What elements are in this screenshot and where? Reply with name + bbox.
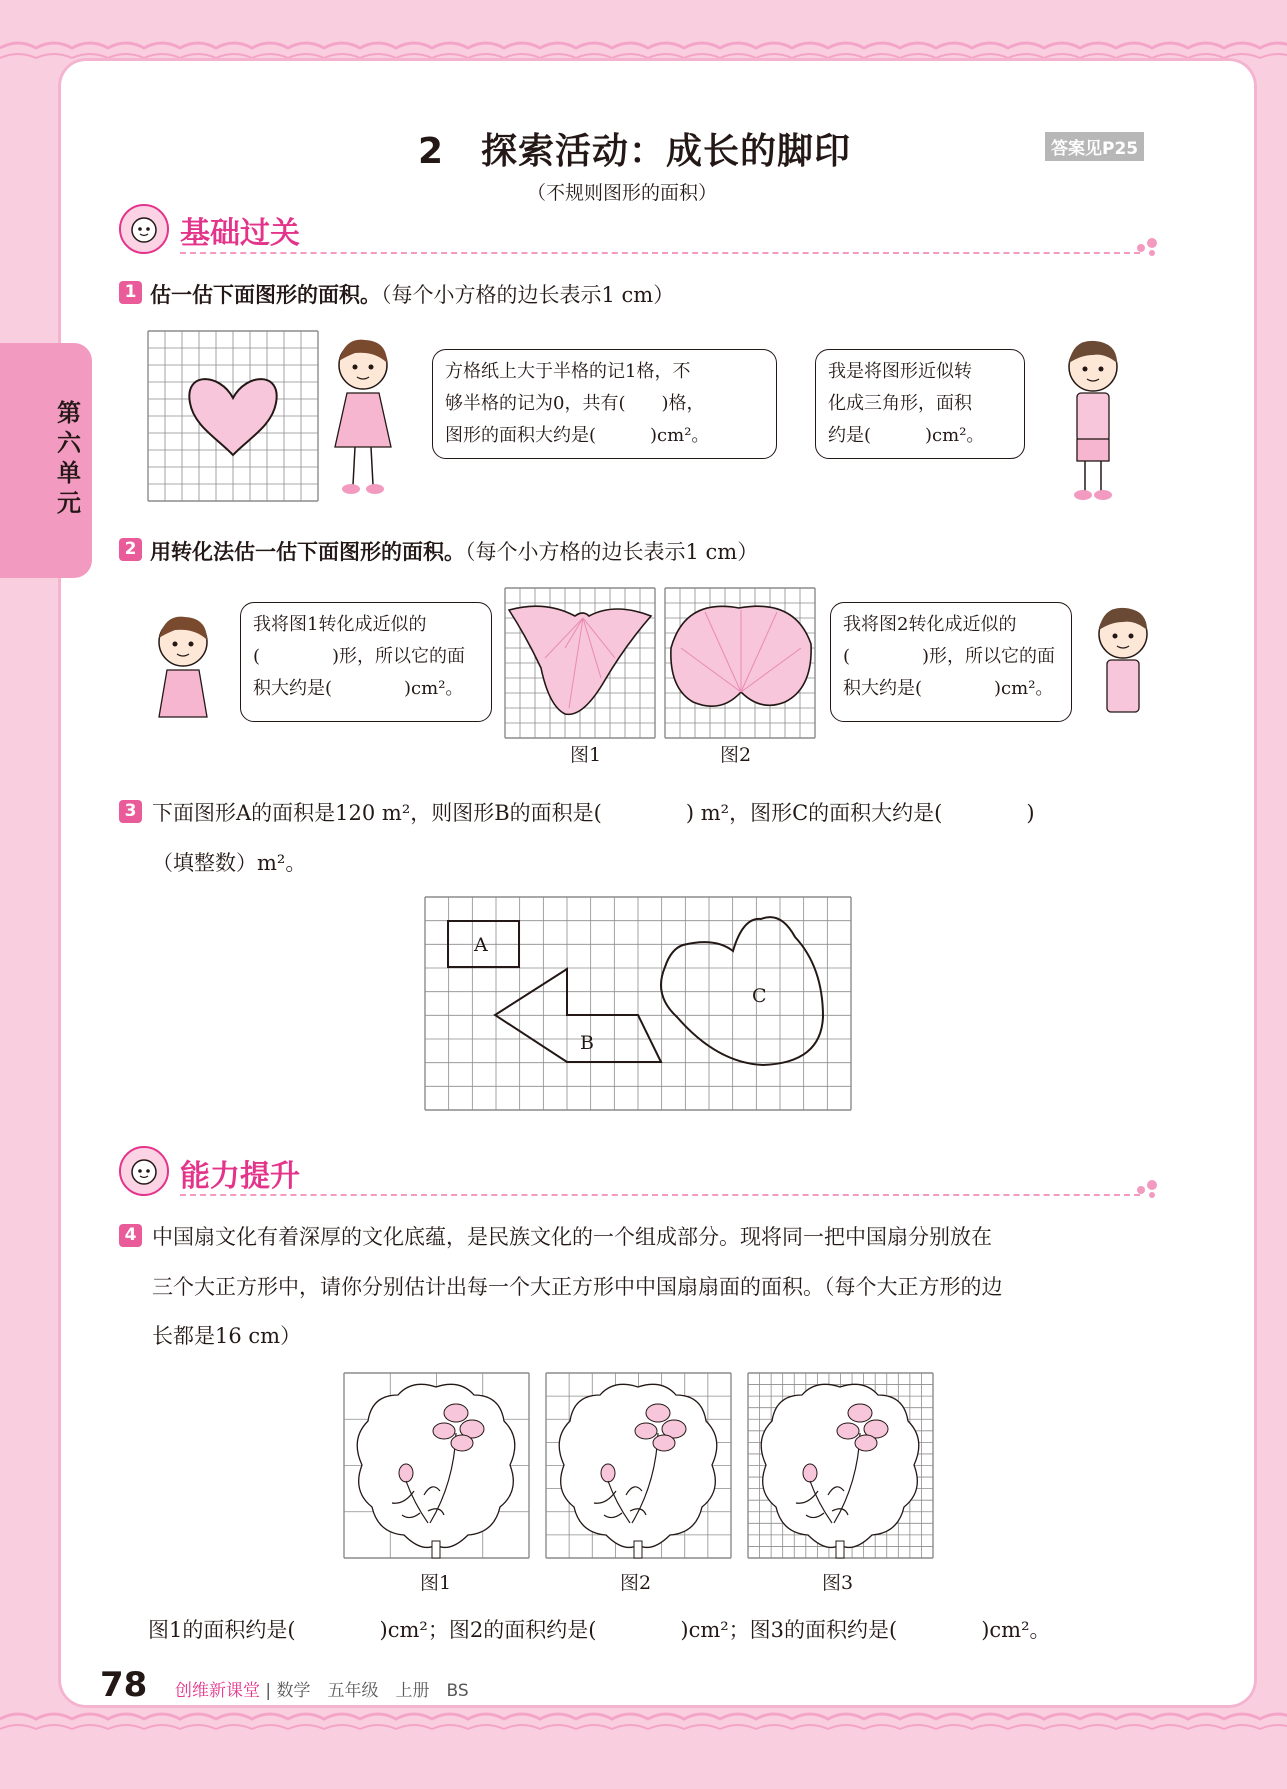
q2-figure-2-caption: 图2 [720, 744, 752, 766]
question-2-note: （每个小方格的边长表示1 cm） [465, 540, 759, 564]
question-1-text [150, 279, 674, 309]
section-basic-heading: 基础过关 [180, 216, 300, 251]
q1-girl-speech-bubble [432, 349, 777, 459]
q1-girl-bubble-line: 图形的面积大约是( )cm²。 [445, 425, 710, 446]
question-2-heading: 用转化法估一估下面图形的面积。 [150, 540, 465, 564]
q1-girl-bubble-line: 方格纸上大于半格的记1格，不 [445, 361, 691, 382]
footer-brand: 创维新课堂 [175, 1681, 260, 1701]
question-4-line-1: 中国扇文化有着深厚的文化底蕴，是民族文化的一个组成部分。现将同一把中国扇分别放在 [152, 1225, 992, 1249]
q3-shapes-grid [425, 897, 851, 1110]
q2-boy-bubble-line: 积大约是( )cm²。 [843, 678, 1054, 699]
bottom-wave-border [0, 1705, 1287, 1745]
question-4-number: 4 [119, 1224, 142, 1247]
unit-tab-label: 第六单元 [57, 399, 81, 517]
girl-character-illustration [325, 335, 405, 500]
boy-character-illustration [1055, 335, 1135, 505]
lesson-subtitle: （不规则图形的面积） [527, 182, 718, 204]
q4-figure-3-caption: 图3 [822, 1572, 854, 1594]
lesson-title: 2 探索活动：成长的脚印 [418, 131, 852, 172]
q2-girl-bubble-line: 积大约是( )cm²。 [253, 678, 464, 699]
divider-dots-icon [1135, 1178, 1165, 1198]
q4-figure-2-caption: 图2 [620, 1572, 652, 1594]
q4-fan-figure-1 [344, 1373, 529, 1558]
shape-a-label: A [474, 934, 488, 956]
q2-girl-bubble-line: 我将图1转化成近似的 [253, 614, 427, 635]
q2-girl-bubble-line: ( )形，所以它的面 [253, 646, 466, 667]
q1-girl-bubble-line: 够半格的记为0，共有( )格， [445, 393, 705, 414]
q2-figure-1-caption: 图1 [570, 744, 602, 766]
q2-girl-speech-bubble [240, 602, 492, 722]
q1-boy-bubble-line: 化成三角形，面积 [828, 393, 972, 414]
mascot-avatar-icon [118, 1145, 170, 1197]
q1-heart-grid [148, 331, 318, 501]
question-4-line-2: 三个大正方形中，请你分别估计出每一个大正方形中中国扇扇面的面积。（每个大正方形的边 [152, 1275, 1003, 1299]
q2-figure-2-leaf-grid [665, 588, 815, 738]
section-divider [180, 1194, 1140, 1196]
question-1-note: （每个小方格的边长表示1 cm） [381, 283, 675, 307]
answer-reference-badge: 答案见P25 [1045, 132, 1144, 161]
q2-figure-1-leaf-grid [505, 588, 655, 738]
mascot-avatar-icon [118, 203, 170, 255]
girl-character-small-illustration [145, 612, 225, 722]
section-advanced-heading: 能力提升 [180, 1159, 300, 1194]
question-4-answer-line: 图1的面积约是( )cm²；图2的面积约是( )cm²；图3的面积约是( )cm²。 [148, 1618, 1051, 1642]
q2-boy-speech-bubble [830, 602, 1072, 722]
boy-character-small-illustration [1085, 602, 1165, 722]
footer-book-info: | 数学 五年级 上册 BS [265, 1681, 469, 1701]
question-3-line-2: （填整数）m²。 [152, 851, 307, 875]
q2-boy-bubble-line: 我将图2转化成近似的 [843, 614, 1017, 635]
q4-figure-1-caption: 图1 [420, 1572, 452, 1594]
q4-fan-figure-3 [748, 1373, 933, 1558]
q2-boy-bubble-line: ( )形，所以它的面 [843, 646, 1056, 667]
shape-c-label: C [752, 985, 767, 1007]
shape-b-label: B [580, 1032, 594, 1054]
q4-fan-figure-2 [546, 1373, 731, 1558]
q1-boy-speech-bubble [815, 349, 1025, 459]
question-1-number: 1 [119, 281, 142, 304]
q1-boy-bubble-line: 约是( )cm²。 [828, 425, 985, 446]
question-3-line-1: 下面图形A的面积是120 m²，则图形B的面积是( ) m²，图形C的面积大约是( ) [152, 801, 1035, 825]
question-3-number: 3 [119, 800, 142, 823]
question-1-heading: 估一估下面图形的面积。 [150, 283, 381, 307]
page-number: 78 [100, 1665, 148, 1705]
footer-series [175, 1676, 469, 1701]
q1-boy-bubble-line: 我是将图形近似转 [828, 361, 972, 382]
divider-dots-icon [1135, 236, 1165, 256]
question-2-text [150, 536, 758, 566]
section-divider [180, 252, 1140, 254]
question-4-line-3: 长都是16 cm） [152, 1324, 302, 1348]
question-2-number: 2 [119, 538, 142, 561]
